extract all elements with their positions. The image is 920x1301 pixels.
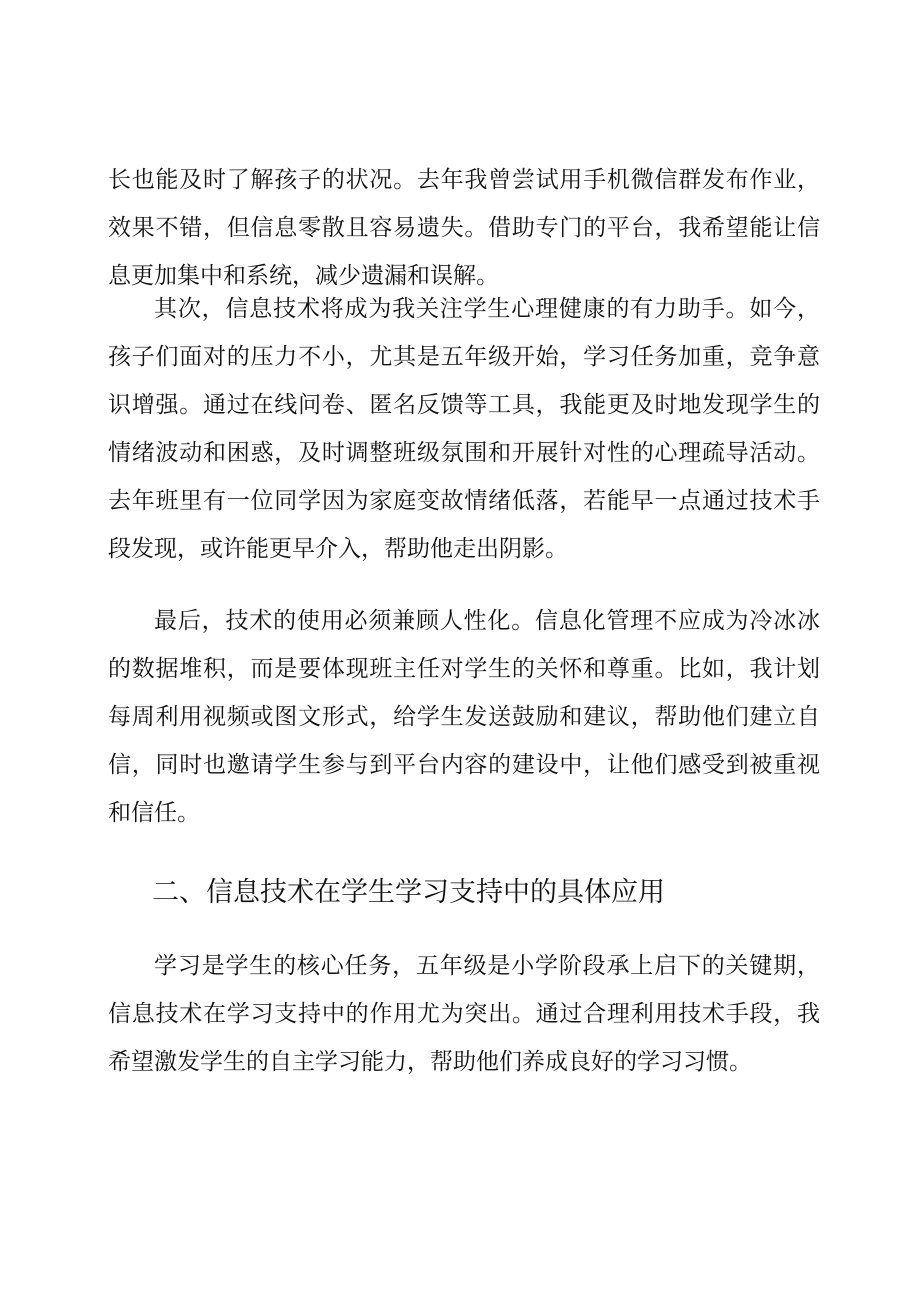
paragraph-learning-support: 学习是学生的核心任务，五年级是小学阶段承上启下的关键期，信息技术在学习支持中的作用尤为突出。通过合理利用技术手段，我希望激发学生的自主学习能力，帮助他们养成良好的学习习惯。	[108, 953, 820, 1075]
paragraph-mental-health: 其次，信息技术将成为我关注学生心理健康的有力助手。如今，孩子们面对的压力不小，尤其是五年级开始，学习任务加重，竞争意识增强。通过在线问卷、匿名反馈等工具，我能更及时地发现学生的情绪波动和困惑，及时调整班级氛围和开展针对性的心理疏导活动。去年班里有一位同学因为家庭变故情绪低落，若能早一点通过技术手段发现，或许能更早介入，帮助他走出阴影。	[108, 296, 820, 562]
paragraph-continuation: 长也能及时了解孩子的状况。去年我曾尝试用手机微信群发布作业，效果不错，但信息零散且容易遗失。借助专门的平台，我希望能让信息更加集中和系统，减少遗漏和误解。	[108, 167, 820, 289]
section-heading: 二、信息技术在学生学习支持中的具体应用	[152, 877, 665, 908]
paragraph-humanization: 最后，技术的使用必须兼顾人性化。信息化管理不应成为冷冰冰的数据堆积，而是要体现班主任对学生的关怀和尊重。比如，我计划每周利用视频或图文形式，给学生发送鼓励和建议，帮助他们建立自信，同时也邀请学生参与到平台内容的建设中，让他们感受到被重视和信任。	[108, 608, 820, 826]
